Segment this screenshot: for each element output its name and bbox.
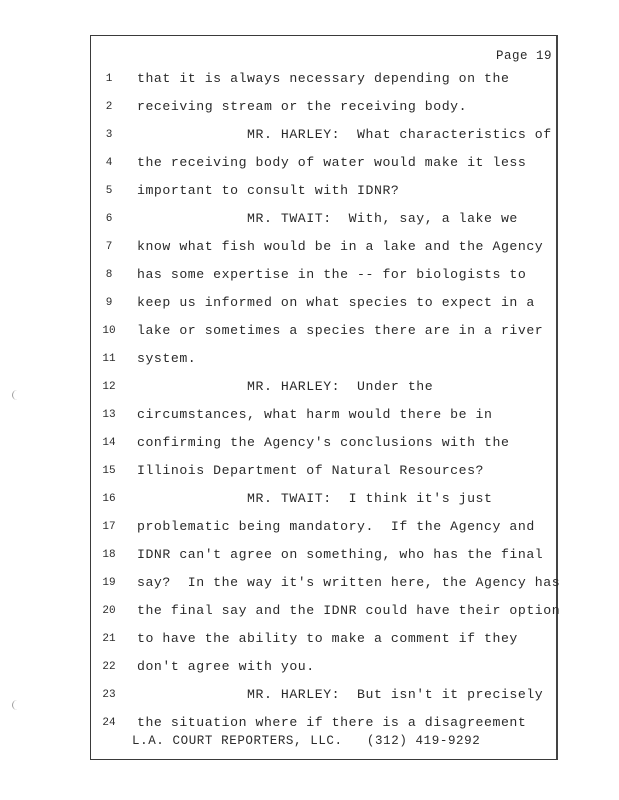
- line-text: circumstances, what harm would there be in: [137, 407, 493, 422]
- line-number: 11: [102, 353, 116, 365]
- line-text: MR. TWAIT: I think it's just: [137, 491, 493, 506]
- line-text: the situation where if there is a disagreement: [137, 715, 527, 730]
- line-number: 4: [105, 157, 113, 169]
- transcript-line: [0, 183, 619, 203]
- transcript-line: [0, 267, 619, 287]
- line-text: important to consult with IDNR?: [137, 183, 400, 198]
- transcript-line: [0, 715, 619, 735]
- transcript-line: [0, 407, 619, 427]
- line-text: system.: [137, 351, 197, 366]
- line-number: 8: [105, 269, 113, 281]
- transcript-line: [0, 99, 619, 119]
- line-number: 3: [105, 129, 113, 141]
- line-text: MR. TWAIT: With, say, a lake we: [137, 211, 518, 226]
- line-number: 9: [105, 297, 113, 309]
- line-number: 5: [105, 185, 113, 197]
- transcript-line: [0, 351, 619, 371]
- line-number: 23: [102, 689, 116, 701]
- line-text: know what fish would be in a lake and the Agency: [137, 239, 544, 254]
- transcript-line: [0, 323, 619, 343]
- line-text: keep us informed on what species to expect in a: [137, 295, 535, 310]
- line-number: 12: [102, 381, 116, 393]
- line-text: to have the ability to make a comment if they: [137, 631, 518, 646]
- transcript-line: [0, 435, 619, 455]
- line-number: 24: [102, 717, 116, 729]
- transcript-line: [0, 631, 619, 651]
- line-text: that it is always necessary depending on the: [137, 71, 510, 86]
- transcript-line: [0, 71, 619, 91]
- court-reporter-footer: L.A. COURT REPORTERS, LLC. (312) 419-9292: [132, 734, 481, 748]
- line-number: 13: [102, 409, 116, 421]
- transcript-line: [0, 379, 619, 399]
- line-number: 14: [102, 437, 116, 449]
- transcript-line: [0, 519, 619, 539]
- line-text: say? In the way it's written here, the Agency has: [137, 575, 561, 590]
- line-number: 17: [102, 521, 116, 533]
- transcript-line: [0, 575, 619, 595]
- line-text: MR. HARLEY: What characteristics of: [137, 127, 552, 142]
- transcript-line: [0, 463, 619, 483]
- transcript-line: [0, 127, 619, 147]
- line-number: 22: [102, 661, 116, 673]
- page-number: Page 19: [496, 49, 553, 63]
- transcript-line: [0, 659, 619, 679]
- line-number: 18: [102, 549, 116, 561]
- line-number: 16: [102, 493, 116, 505]
- line-text: Illinois Department of Natural Resources?: [137, 463, 485, 478]
- transcript-line: [0, 687, 619, 707]
- line-text: the receiving body of water would make it less: [137, 155, 527, 170]
- line-text: MR. HARLEY: But isn't it precisely: [137, 687, 544, 702]
- transcript-line: [0, 211, 619, 231]
- line-text: has some expertise in the -- for biologists to: [137, 267, 527, 282]
- transcript-line: [0, 155, 619, 175]
- line-number: 19: [102, 577, 116, 589]
- transcript-line: [0, 239, 619, 259]
- line-text: IDNR can't agree on something, who has the final: [137, 547, 544, 562]
- line-text: receiving stream or the receiving body.: [137, 99, 468, 114]
- transcript-line: [0, 603, 619, 623]
- line-number: 2: [105, 101, 113, 113]
- line-number: 6: [105, 213, 113, 225]
- line-text: lake or sometimes a species there are in a river: [137, 323, 544, 338]
- line-number: 15: [102, 465, 116, 477]
- line-text: don't agree with you.: [137, 659, 315, 674]
- line-text: problematic being mandatory. If the Agency and: [137, 519, 535, 534]
- transcript-line: [0, 547, 619, 567]
- line-number: 20: [102, 605, 116, 617]
- line-text: MR. HARLEY: Under the: [137, 379, 434, 394]
- line-number: 10: [102, 325, 116, 337]
- transcript-line: [0, 491, 619, 511]
- transcript-line: [0, 295, 619, 315]
- line-text: the final say and the IDNR could have their option: [137, 603, 561, 618]
- line-number: 21: [102, 633, 116, 645]
- line-number: 7: [105, 241, 113, 253]
- line-text: confirming the Agency's conclusions with the: [137, 435, 510, 450]
- line-number: 1: [105, 73, 113, 85]
